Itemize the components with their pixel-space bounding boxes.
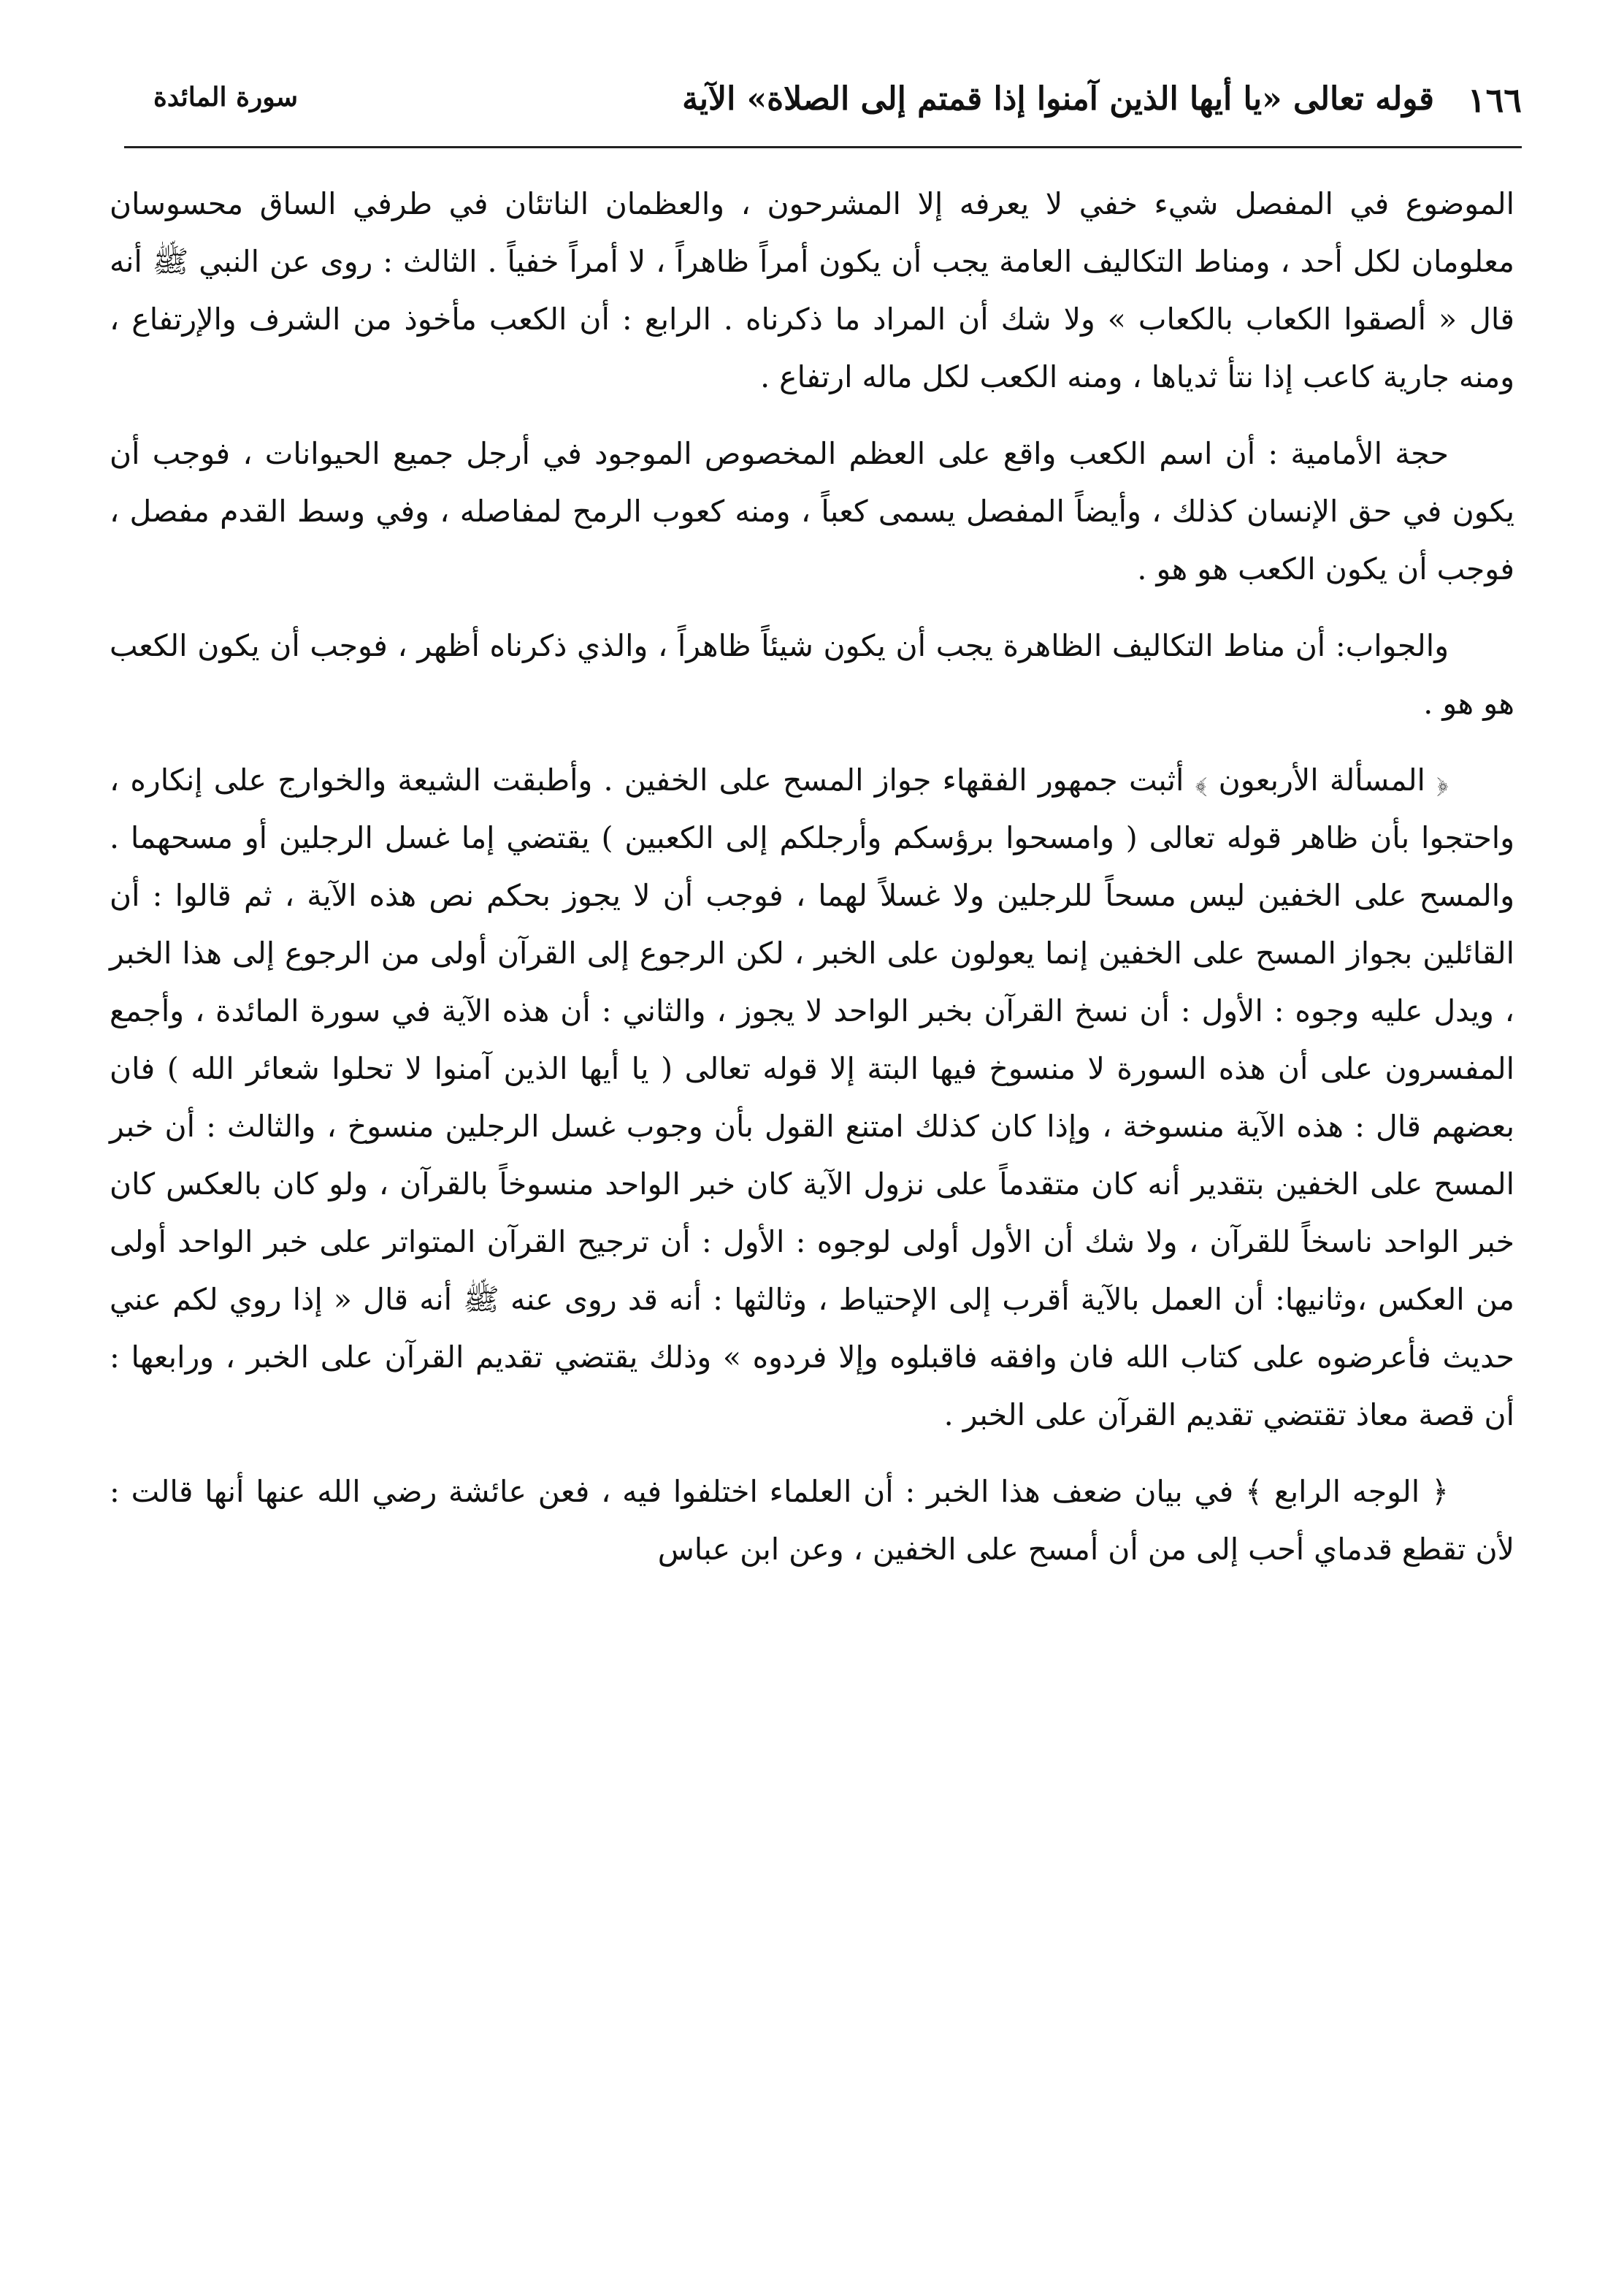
paragraph-3: والجواب: أن مناط التكاليف الظاهرة يجب أن يكون شيئاً ظاهراً ، والذي ذكرناه أظهر ، فوجب أن يكون الكعب هو هو . [110,628,1514,721]
running-header [124,67,1522,148]
surah-name: سورة المائدة [153,82,299,112]
paragraph-5: ﴿ الوجه الرابع ﴾ في بيان ضعف هذا الخبر : أن العلماء اختلفوا فيه ، فعن عائشة رضي الله عنها أنها قالت : لأن تقطع قدماي أحب إلى من أن أمسح على الخفين ، وعن ابن عباس [110,1474,1514,1567]
running-title: قوله تعالى «يا أيها الذين آمنوا إذا قمتم إلى الصلاة» الآية [682,80,1434,118]
page-body [110,175,1514,1597]
paragraph-1: الموضوع في المفصل شيء خفي لا يعرفه إلا المشرحون ، والعظمان الناتئان في طرفي الساق محسوسان معلومان لكل أحد ، ومناط التكاليف العامة يجب أن يكون أمراً ظاهراً ، لا أمراً خفياً . الثالث : روى عن النبي ﷺ أنه قال « ألصقوا الكعاب بالكعاب » ولا شك أن المراد ما ذكرناه . الرابع : أن الكعب مأخوذ من الشرف والإرتفاع ، ومنه جارية كاعب إذا نتأ ثدياها ، ومنه الكعب لكل ماله ارتفاع . [110,186,1514,394]
paragraph-2: حجة الأمامية : أن اسم الكعب واقع على العظم المخصوص الموجود في أرجل جميع الحيوانات ، فوجب أن يكون في حق الإنسان كذلك ، وأيضاً المفصل يسمى كعباً ، ومنه كعوب الرمح لمفاصله ، وفي وسط القدم مفصل ، فوجب أن يكون الكعب هو هو . [110,436,1514,587]
page-number: ١٦٦ [1467,80,1522,120]
paragraph-4: ﴿ المسألة الأربعون ﴾ أثبت جمهور الفقهاء جواز المسح على الخفين . وأطبقت الشيعة والخوارج على إنكاره ، واحتجوا بأن ظاهر قوله تعالى ( وامسحوا برؤسكم وأرجلكم إلى الكعبين ) يقتضي إما غسل الرجلين أو مسحهما . والمسح على الخفين ليس مسحاً للرجلين ولا غسلاً لهما ، فوجب أن لا يجوز بحكم نص هذه الآية ، ثم قالوا : أن القائلين بجواز المسح على الخفين إنما يعولون على الخبر ، لكن الرجوع إلى القرآن أولى من الرجوع إلى هذا الخبر ، ويدل عليه وجوه : الأول : أن نسخ القرآن بخبر الواحد لا يجوز ، والثاني : أن هذه الآية في سورة المائدة ، وأجمع المفسرون على أن هذه السورة لا منسوخ فيها البتة إلا قوله تعالى ( يا أيها الذين آمنوا لا تحلوا شعائر الله ) فان بعضهم قال : هذه الآية منسوخة ، وإذا كان كذلك امتنع القول بأن وجوب غسل الرجلين منسوخ ، والثالث : أن خبر المسح على الخفين بتقدير أنه كان متقدماً على نزول الآية كان خبر الواحد منسوخاً بالقرآن ، ولو كان بالعكس كان خبر الواحد ناسخاً للقرآن ، ولا شك أن الأول أولى لوجوه : الأول : أن ترجيح القرآن المتواتر على خبر الواحد أولى من العكس ،وثانيها: أن العمل بالآية أقرب إلى الإحتياط ، وثالثها : أنه قد روى عنه ﷺ أنه قال « إذا روي لكم عني حديث فأعرضوه على كتاب الله فان وافقه فاقبلوه وإلا فردوه » وذلك يقتضي تقديم القرآن على الخبر ، ورابعها : أن قصة معاذ تقتضي تقديم القرآن على الخبر . [110,763,1514,1432]
header-divider [124,146,1522,148]
